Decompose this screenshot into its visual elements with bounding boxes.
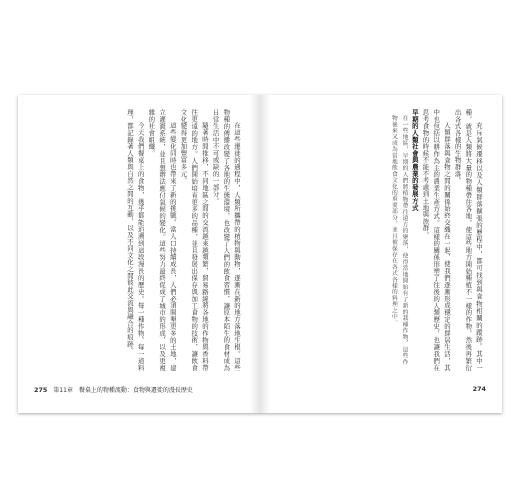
right-page-body [278,109,484,371]
left-page-body [36,109,242,371]
right-page [260,95,502,413]
left-page-footer [34,385,193,394]
page-number: 275 [34,386,48,394]
paragraph: 充斥氣候遷移以及人類群落擴張的歷程中，都可找到與食物相關的蹤跡。其中一種，就是人類將大量的物種帶往各地，使這些地方開始種植不一樣的作物，然後再繁衍出各式各樣的生物群落。 [453,109,483,371]
chapter-title: 餐桌上的物種流動：食物與遷徙的漫長歷史 [78,387,193,394]
paragraph: 今天我們餐桌上的食物，幾乎都能追溯到這段漫長的歷史。每一種作物、每一道料理，都記錄著人類與自然之間的互動，以及不同文化之間彼此交流與融合的痕跡。 [125,109,145,371]
book-spread [18,95,502,413]
book-gutter [250,95,270,413]
page-number: 274 [472,385,486,393]
paragraph: 在這些遷徙的過程中，人類所攜帶的植物與動物，逐漸在新的地方落地生根。這些物種的傳播改變了各地的生態環境，也改變了人們的飲食習慣，讓原本陌生的食材成為日常生活中不可或缺的一部分。 [211,109,241,371]
block-quote: 在一些地區，早期的人們將植物帶往遠方的聚落，使得當地開始有了新的栽種作物，這些作物後來又成為當地飲食文化的重要部分，並且被保存在各式各樣的料理之中。 [390,115,408,365]
section-heading: 早期的人類社會與農業的發展方式 [410,109,419,211]
paragraph: 這些變化同時也帶來了新的挑戰。當人口持續成長，人們必須開墾更多的土地，建立灌溉系統，並且想辦法應付氣候的變化。這些努力最終促成了城市的形成，以及更複雜的社會組織。 [147,109,177,371]
paragraph: 人類群落與食物之間的關係始終交織在一起，使我們逐漸形成穩定的群居生活，其中也包括以耕作為主的農業生產方式。這樣的關係形塑了往後的人類歷史，也讓我們在思考食物的時候不能不考慮到土地與族群。 [421,109,451,371]
left-page [18,95,260,413]
chapter-label: 第11章 [53,387,73,394]
paragraph: 隨著時間推移，不同地區之間的交流越來越頻繁，貿易路線將各地的作物與香料帶往更遠的地方。人們開始培育更多的品種，並且發展出保存與加工食物的技術，讓飲食文化變得更加豐富多元。 [179,109,209,371]
right-page-footer [473,385,486,393]
